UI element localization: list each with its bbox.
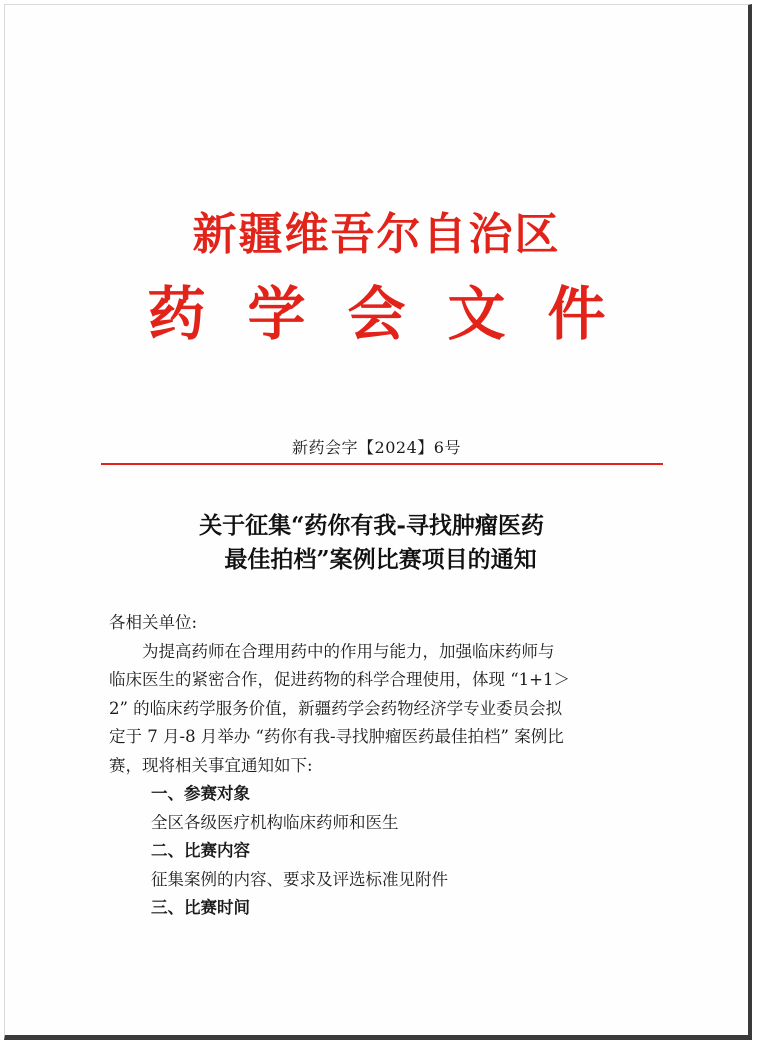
- section-body-participants: 全区各级医疗机构临床药师和医生: [151, 812, 399, 832]
- notice-title-line-2: 最佳拍档”案例比赛项目的通知: [224, 546, 537, 573]
- intro-line-2: 临床医生的紧密合作，促进药物的科学合理使用，体现 “1+1＞: [109, 670, 571, 689]
- notice-title-line-1: 关于征集“药你有我-寻找肿瘤医药: [199, 512, 544, 539]
- issuer-name: 新疆维吾尔自治区: [192, 209, 561, 260]
- intro-line-5: 赛，现将相关事宜通知如下:: [109, 755, 313, 775]
- document-page: [4, 4, 752, 1040]
- section-body-content: 征集案例的内容、要求及评选标准见附件: [151, 869, 448, 889]
- intro-line-1: 为提高药师在合理用药中的作用与能力，加强临床药师与: [142, 641, 555, 661]
- document-type-heading: 药学会文件: [147, 280, 648, 348]
- intro-line-4: 定于 7 月-8 月举办 “药你有我-寻找肿瘤医药最佳拍档” 案例比: [109, 727, 564, 746]
- intro-line-3: 2” 的临床药学服务价值，新疆药学会药物经济学专业委员会拟: [109, 698, 563, 718]
- salutation: 各相关单位:: [109, 613, 198, 632]
- section-heading-time: 三、比赛时间: [151, 898, 250, 917]
- notice-title: [5, 509, 748, 577]
- notice-body: [109, 609, 669, 923]
- red-separator-line: [101, 463, 663, 465]
- document-number: 新药会字【2024】6号: [292, 438, 461, 457]
- section-heading-content: 二、比赛内容: [151, 841, 250, 860]
- section-heading-participants: 一、参赛对象: [151, 784, 250, 803]
